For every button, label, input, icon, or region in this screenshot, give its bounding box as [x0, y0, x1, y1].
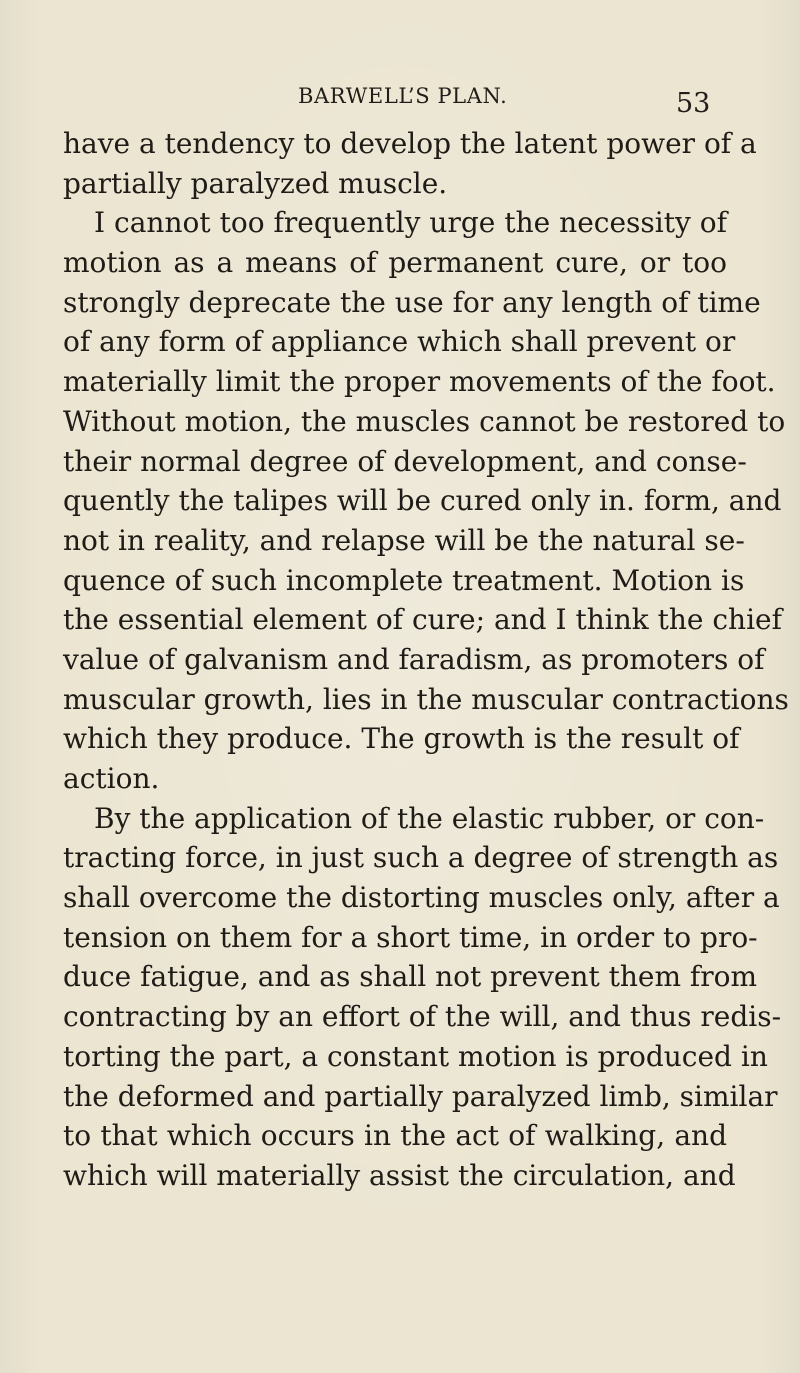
text-line: shall overcome the distorting muscles only, after a	[63, 881, 780, 915]
text-line: tracting force, in just such a degree of strength as	[63, 841, 779, 875]
text-line: contracting by an effort of the will, and thus redis-	[63, 1000, 782, 1034]
text-line: strongly deprecate the use for any length of time	[63, 285, 761, 319]
text-line: the essential element of cure; and I think the chief	[63, 603, 782, 637]
text-line: By the application of the elastic rubber, or con-	[94, 801, 765, 835]
text-line: I cannot too frequently urge the necessity of	[94, 206, 727, 240]
text-line: duce fatigue, and as shall not prevent them from	[63, 960, 758, 994]
text-line: which will materially assist the circulation, and	[63, 1158, 736, 1192]
text-line: partially paralyzed muscle.	[63, 166, 448, 200]
text-line: quence of such incomplete treatment. Motion is	[63, 563, 745, 597]
text-line: the deformed and partially paralyzed limb, similar	[63, 1079, 778, 1113]
text-line: not in reality, and relapse will be the natural se-	[63, 523, 745, 557]
text-line: which they produce. The growth is the result of	[63, 722, 740, 756]
text-line: of any form of appliance which shall prevent or	[63, 325, 736, 359]
text-line: action.	[63, 762, 160, 795]
text-line: value of galvanism and faradism, as promoters of	[63, 642, 765, 676]
text-line: have a tendency to develop the latent power of a	[63, 127, 757, 160]
body-text	[63, 124, 789, 1196]
text-line: motion as a means of permanent cure, or too	[63, 246, 727, 280]
text-line: tension on them for a short time, in order to pro-	[63, 920, 758, 954]
text-line: materially limit the proper movements of the foot.	[63, 365, 776, 399]
text-line: quently the talipes will be cured only in. form, and	[63, 484, 782, 518]
page-number: 53	[676, 88, 711, 119]
text-line: to that which occurs in the act of walking, and	[63, 1119, 727, 1153]
text-line: Without motion, the muscles cannot be restored to	[63, 404, 786, 438]
running-head: BARWELL’S PLAN.	[298, 84, 508, 108]
text-line: muscular growth, lies in the muscular contractions	[63, 682, 789, 716]
text-line: torting the part, a constant motion is produced in	[63, 1039, 768, 1073]
text-line: their normal degree of development, and conse-	[63, 444, 747, 478]
